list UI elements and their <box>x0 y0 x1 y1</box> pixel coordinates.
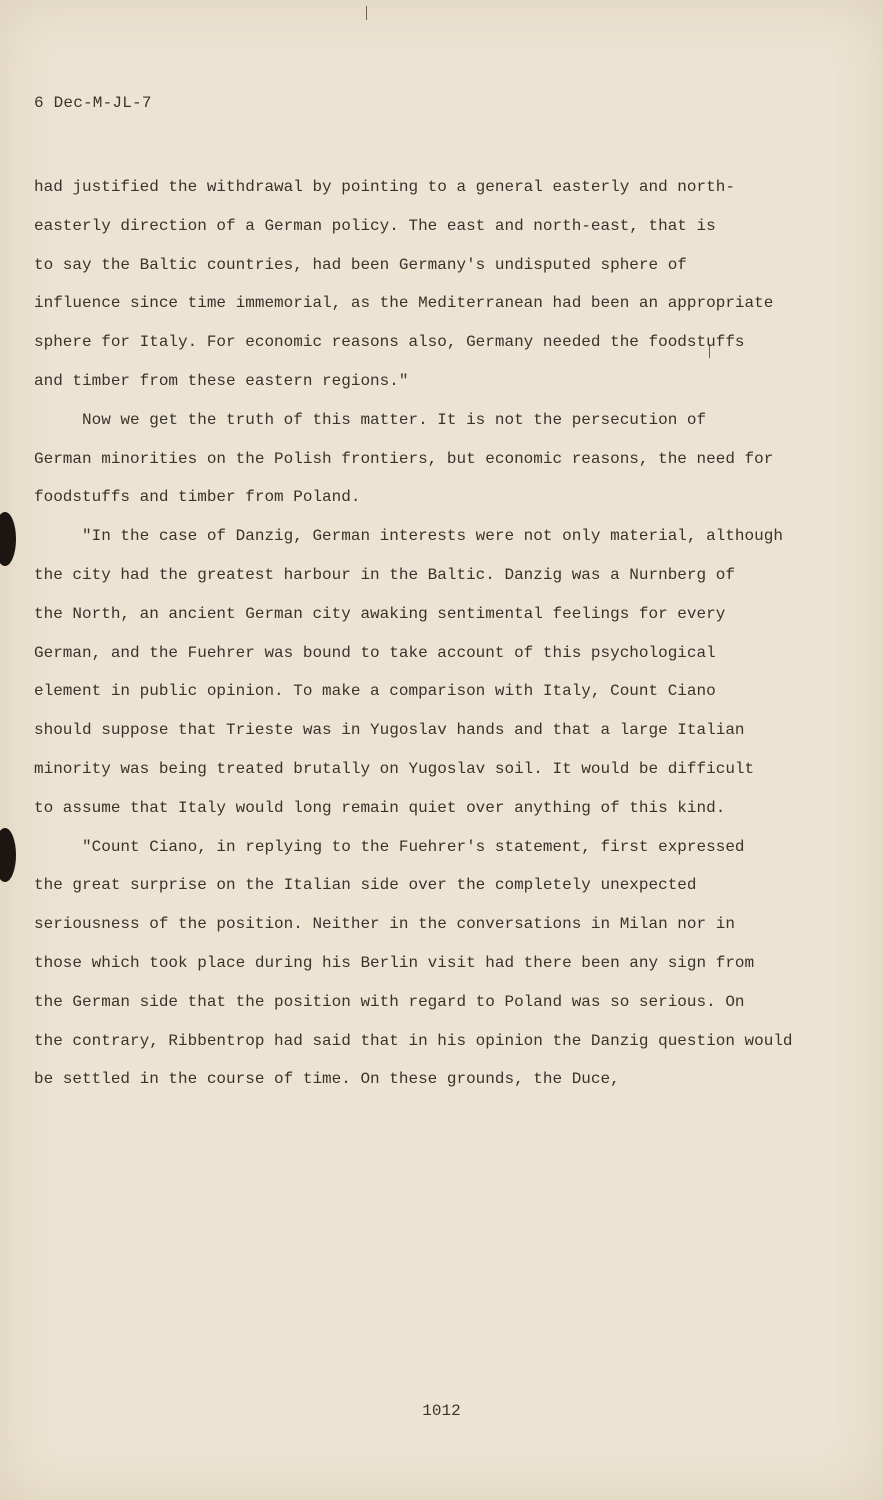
text-line: to say the Baltic countries, had been Germany's undisputed sphere of <box>34 255 687 274</box>
text-line: German minorities on the Polish frontiers, but economic reasons, the need for <box>34 449 774 468</box>
text-line: element in public opinion. To make a comparison with Italy, Count Ciano <box>34 682 716 701</box>
text-line: Now we get the truth of this matter. It is not the persecution of <box>34 410 707 429</box>
text-line: to assume that Italy would long remain quiet over anything of this kind. <box>34 798 726 817</box>
text-line: the contrary, Ribbentrop had said that in his opinion the Danzig question would <box>34 1031 793 1050</box>
text-line: German, and the Fuehrer was bound to take account of this psychological <box>34 643 716 662</box>
text-line: those which took place during his Berlin visit had there been any sign from <box>34 953 755 972</box>
text-line: the great surprise on the Italian side over the completely unexpected <box>34 876 697 895</box>
page-number: 1012 <box>422 1402 461 1420</box>
text-line: "Count Ciano, in replying to the Fuehrer's statement, first expressed <box>34 837 745 856</box>
text-line: the North, an ancient German city awaking sentimental feelings for every <box>34 604 726 623</box>
text-line: foodstuffs and timber from Poland. <box>34 488 361 507</box>
binder-hole-mark <box>0 512 16 566</box>
text-line: the German side that the position with regard to Poland was so serious. On <box>34 992 745 1011</box>
text-line: seriousness of the position. Neither in the conversations in Milan nor in <box>34 915 735 934</box>
document-reference-header: 6 Dec-M-JL-7 <box>34 94 152 112</box>
text-line: be settled in the course of time. On these grounds, the Duce, <box>34 1070 620 1089</box>
text-line: and timber from these eastern regions." <box>34 371 409 390</box>
text-line: "In the case of Danzig, German interests were not only material, although <box>34 527 783 546</box>
binder-hole-mark <box>0 828 16 882</box>
margin-mark <box>366 6 367 20</box>
text-line: easterly direction of a German policy. The east and north-east, that is <box>34 216 716 235</box>
text-line: influence since time immemorial, as the Mediterranean had been an appropriate <box>34 294 774 313</box>
text-line: should suppose that Trieste was in Yugoslav hands and that a large Italian <box>34 721 745 740</box>
text-line: the city had the greatest harbour in the Baltic. Danzig was a Nurnberg of <box>34 565 735 584</box>
text-line: had justified the withdrawal by pointing to a general easterly and north- <box>34 178 735 196</box>
text-line: minority was being treated brutally on Yugoslav soil. It would be difficult <box>34 759 755 778</box>
text-line: sphere for Italy. For economic reasons also, Germany needed the foodstuffs <box>34 333 745 352</box>
body-text <box>34 168 834 1099</box>
